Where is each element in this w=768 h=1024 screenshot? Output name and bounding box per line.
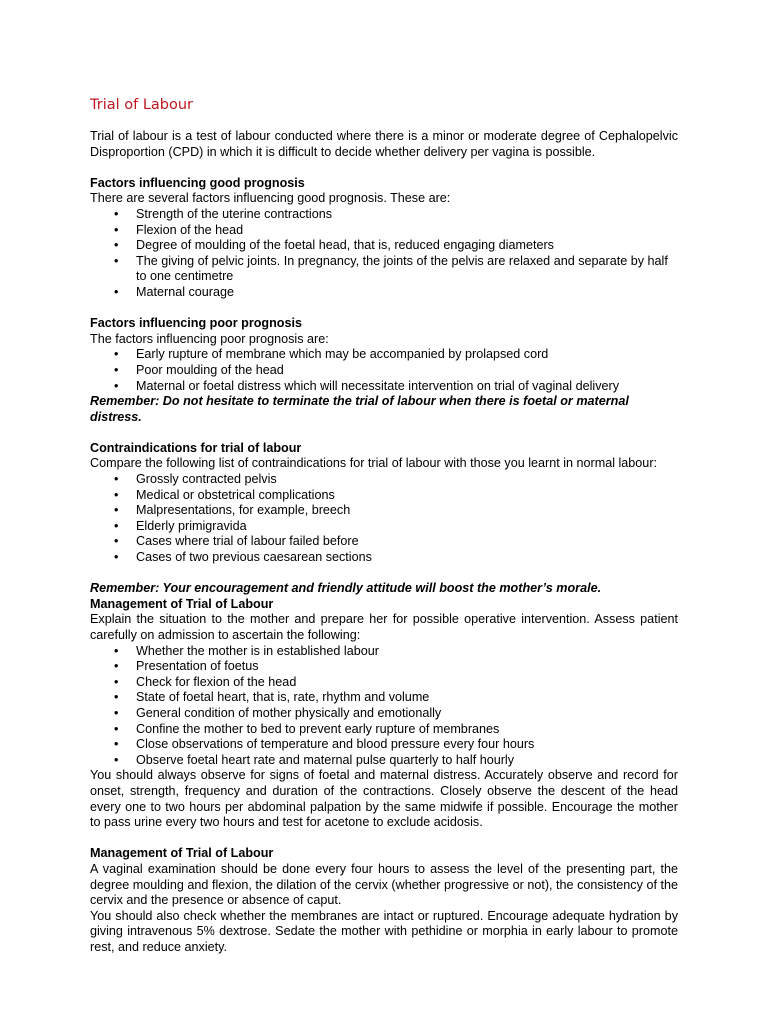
list-item: • Whether the mother is in established labour	[90, 644, 678, 660]
management-list	[90, 644, 678, 769]
list-item: • Presentation of foetus	[90, 659, 678, 675]
management-lead: Explain the situation to the mother and prepare her for possible operative intervention. Assess patient carefully on admission to ascertain the following:	[90, 612, 678, 642]
poor-prognosis-heading: Factors influencing poor prognosis	[90, 316, 303, 331]
poor-prognosis-list	[90, 347, 678, 394]
list-item: • Check for flexion of the head	[90, 675, 678, 691]
good-prognosis-heading: Factors influencing good prognosis	[90, 175, 305, 190]
list-item: • Elderly primigravida	[90, 519, 678, 535]
page-title: Trial of Labour	[90, 97, 194, 113]
list-item: • Degree of moulding of the foetal head, that is, reduced engaging diameters	[90, 238, 678, 254]
good-prognosis-lead: There are several factors influencing good prognosis. These are:	[90, 191, 451, 206]
contraindications-heading: Contraindications for trial of labour	[90, 440, 302, 455]
vaginal-examination-paragraph: A vaginal examination should be done every four hours to assess the level of the presenting part, the degree moulding and flexion, the dilation of the cervix (whether progressive or not), the consistency of the cervix and the presence or absence of caput.	[90, 861, 678, 908]
intro-paragraph: Trial of labour is a test of labour conducted where there is a minor or moderate degree of Cephalopelvic Disproportion (CPD) in which it is difficult to decide whether delivery per vagina is possible.	[90, 129, 678, 159]
list-item: • Observe foetal heart rate and maternal pulse quarterly to half hourly	[90, 753, 678, 769]
list-item: • Maternal or foetal distress which will necessitate intervention on trial of vaginal delivery	[90, 379, 678, 395]
poor-prognosis-lead: The factors influencing poor prognosis are:	[90, 331, 329, 346]
hydration-paragraph: You should also check whether the membranes are intact or ruptured. Encourage adequate hydration by giving intravenous 5% dextrose. Sedate the mother with pethidine or morphia in early labour to promote rest, and reduce anxiety.	[90, 908, 678, 954]
management-observation-paragraph: You should always observe for signs of foetal and maternal distress. Accurately observe and record for onset, strength, frequency and duration of the contractions. Closely observe the descent of the head every one to two hours per abdominal palpation by the same midwife if possible. Encourage the mother to pass urine every two hours and test for acetone to exclude acidosis.	[90, 768, 678, 830]
good-prognosis-list	[90, 207, 678, 301]
list-item: • Malpresentations, for example, breech	[90, 503, 678, 519]
list-item: • Medical or obstetrical complications	[90, 488, 678, 504]
list-item: • State of foetal heart, that is, rate, rhythm and volume	[90, 690, 678, 706]
list-item: • Cases of two previous caesarean sections	[90, 550, 678, 566]
list-item: • General condition of mother physically and emotionally	[90, 706, 678, 722]
list-item: • Grossly contracted pelvis	[90, 472, 678, 488]
management-heading-1: Management of Trial of Labour	[90, 596, 274, 611]
management-heading-2: Management of Trial of Labour	[90, 846, 274, 861]
list-item: • Flexion of the head	[90, 223, 678, 239]
list-item: • Confine the mother to bed to prevent early rupture of membranes	[90, 722, 678, 738]
contraindications-list	[90, 472, 678, 566]
list-item: • Strength of the uterine contractions	[90, 207, 678, 223]
remember-terminate-note: Remember: Do not hesitate to terminate the trial of labour when there is foetal or maternal distress.	[90, 394, 629, 424]
list-item: • Close observations of temperature and blood pressure every four hours	[90, 737, 678, 753]
list-item: • The giving of pelvic joints. In pregnancy, the joints of the pelvis are relaxed and separate by half to one centimetre	[90, 254, 678, 285]
document-body	[90, 129, 678, 955]
contraindications-lead: Compare the following list of contraindications for trial of labour with those you learnt in normal labour:	[90, 456, 658, 471]
remember-morale-note: Remember: Your encouragement and friendly attitude will boost the mother’s morale.	[90, 581, 602, 596]
list-item: • Maternal courage	[90, 285, 678, 301]
list-item: • Early rupture of membrane which may be accompanied by prolapsed cord	[90, 347, 678, 363]
list-item: • Poor moulding of the head	[90, 363, 678, 379]
list-item: • Cases where trial of labour failed before	[90, 534, 678, 550]
